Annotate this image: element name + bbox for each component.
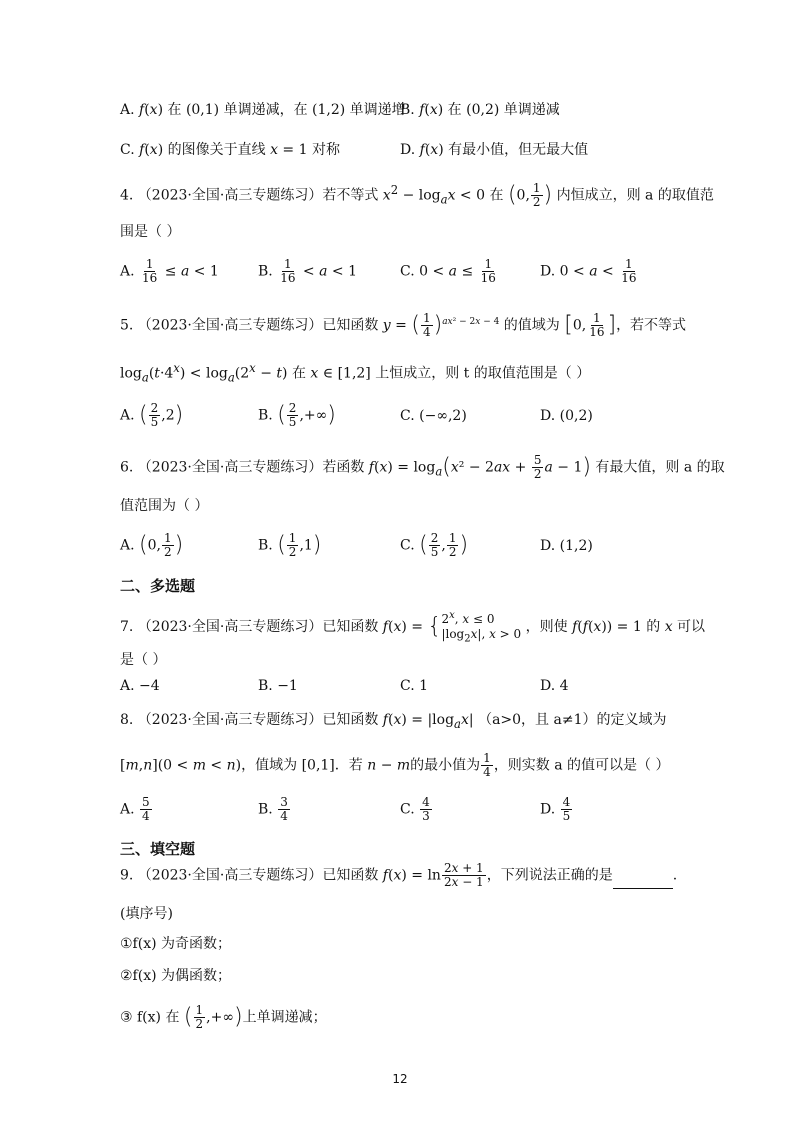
q7-option-a: A. −4 xyxy=(120,678,160,694)
section-multiple-choice: 二、多选题 xyxy=(120,577,196,595)
q6-option-a: A. (0, $\frac{1}{2}$ ) xyxy=(120,531,184,559)
q6-option-b: B. ( $\frac{1}{2}$ ,1) xyxy=(258,531,322,559)
page-number: 12 xyxy=(392,1072,408,1086)
q7-option-b: B. −1 xyxy=(258,678,298,694)
q8-stem-cont: [m,n](0 < m < n)，值域为 [0,1]．若 n − m的最小值为 $\frac{1}{4}$ ，则实数 a 的值可以是（ ） xyxy=(120,751,670,779)
q6-stem-cont: 值范围为（ ） xyxy=(120,498,209,514)
answer-blank[interactable] xyxy=(613,874,673,889)
q6-option-c: C. ( $\frac{2}{5}$ , $\frac{1}{2}$ ) xyxy=(400,531,469,559)
q5-option-a: A. ( $\frac{2}{5}$ ,2) xyxy=(120,401,184,429)
q9-item-2: ②f(x) 为偶函数； xyxy=(120,968,232,984)
q4-option-b: B. $\frac{1}{16}$ < a < 1 xyxy=(258,257,358,285)
q6-stem: 6. （2023·全国·高三专题练习）若函数 $f(x) = \log_a(x^2 - 2ax$ + $\frac{5}{2}$ a − 1) 有最大值，则 a 的取 xyxy=(120,453,725,481)
q9-item-3: ③ f(x) 在 ( $\frac{1}{2}$ ,+∞)上单调递减； xyxy=(120,1003,327,1031)
q3-option-b: B. f(x) 在 (0,2) 单调递减 xyxy=(400,102,560,118)
q7-option-c: C. 1 xyxy=(400,678,429,694)
q8-option-b: B. $\frac{3}{4}$ xyxy=(258,795,288,823)
section-fill-in: 三、填空题 xyxy=(120,840,196,858)
q8-option-c: C. $\frac{4}{3}$ xyxy=(400,795,430,823)
q9-stem: 9. （2023·全国·高三专题练习）已知函数 f(x) = ln $\frac{2x + 1}{2x - 1}$ ，下列说法正确的是 . xyxy=(120,861,678,889)
q5-option-c: C. (−∞,2) xyxy=(400,408,467,424)
q4-option-c: C. 0 < a ≤ $\frac{1}{16}$ xyxy=(400,257,496,285)
q5-stem: 5. （2023·全国·高三专题练习）已知函数 y = ( $\frac{1}{4}$ )$^{ax^2 - 2x - 4}$ 的值域为 [0, $\frac{1}{16}$ ]，若不等式 xyxy=(120,311,687,340)
q3-option-d: D. f(x) 有最小值，但无最大值 xyxy=(400,142,589,158)
q8-option-d: D. $\frac{4}{5}$ xyxy=(540,795,571,823)
q7-stem: 7. （2023·全国·高三专题练习）已知函数 f(x) = { 2$^x$, x ≤ 0 $|\log_2x|$, x > 0 ，则使 f(f(x)) = 1 的 x 可以 xyxy=(120,610,706,645)
q7-stem-cont: 是（ ） xyxy=(120,652,167,668)
q5-option-b: B. ( $\frac{2}{5}$ ,+∞) xyxy=(258,401,336,429)
q8-stem: 8. （2023·全国·高三专题练习）已知函数 $f(x) = |\log_ax|$ （a>0，且 a≠1）的定义域为 xyxy=(120,712,667,731)
q4-stem-cont: 围是（ ） xyxy=(120,224,181,240)
q3-option-c: C. f(x) 的图像关于直线 x = 1 对称 xyxy=(120,142,340,158)
q5-option-d: D. (0,2) xyxy=(540,408,593,424)
q5-stem-cont: $\log_a(t\cdot 4^x) < \log_a(2^x - t)$ 在 x ∈ [1,2] 上恒成立，则 t 的取值范围是（ ） xyxy=(120,361,591,385)
q7-option-d: D. 4 xyxy=(540,678,569,694)
q4-option-d: D. 0 < a < $\frac{1}{16}$ xyxy=(540,257,637,285)
q9-item-1: ①f(x) 为奇函数； xyxy=(120,936,232,952)
q3-option-a: A. f(x) 在 (0,1) 单调递减，在 (1,2) 单调递增 xyxy=(120,102,406,118)
q4-option-a: A. $\frac{1}{16}$ ≤ a < 1 xyxy=(120,257,219,285)
q8-option-a: A. $\frac{5}{4}$ xyxy=(120,795,150,823)
q4-stem: 4. （2023·全国·高三专题练习）若不等式 $x^2 - \log_ax < 0$ 在 (0, $\frac{1}{2}$ ) 内恒成立，则 a 的取值范 xyxy=(120,181,714,210)
q9-note: (填序号) xyxy=(120,906,173,922)
q6-option-d: D. (1,2) xyxy=(540,538,593,554)
